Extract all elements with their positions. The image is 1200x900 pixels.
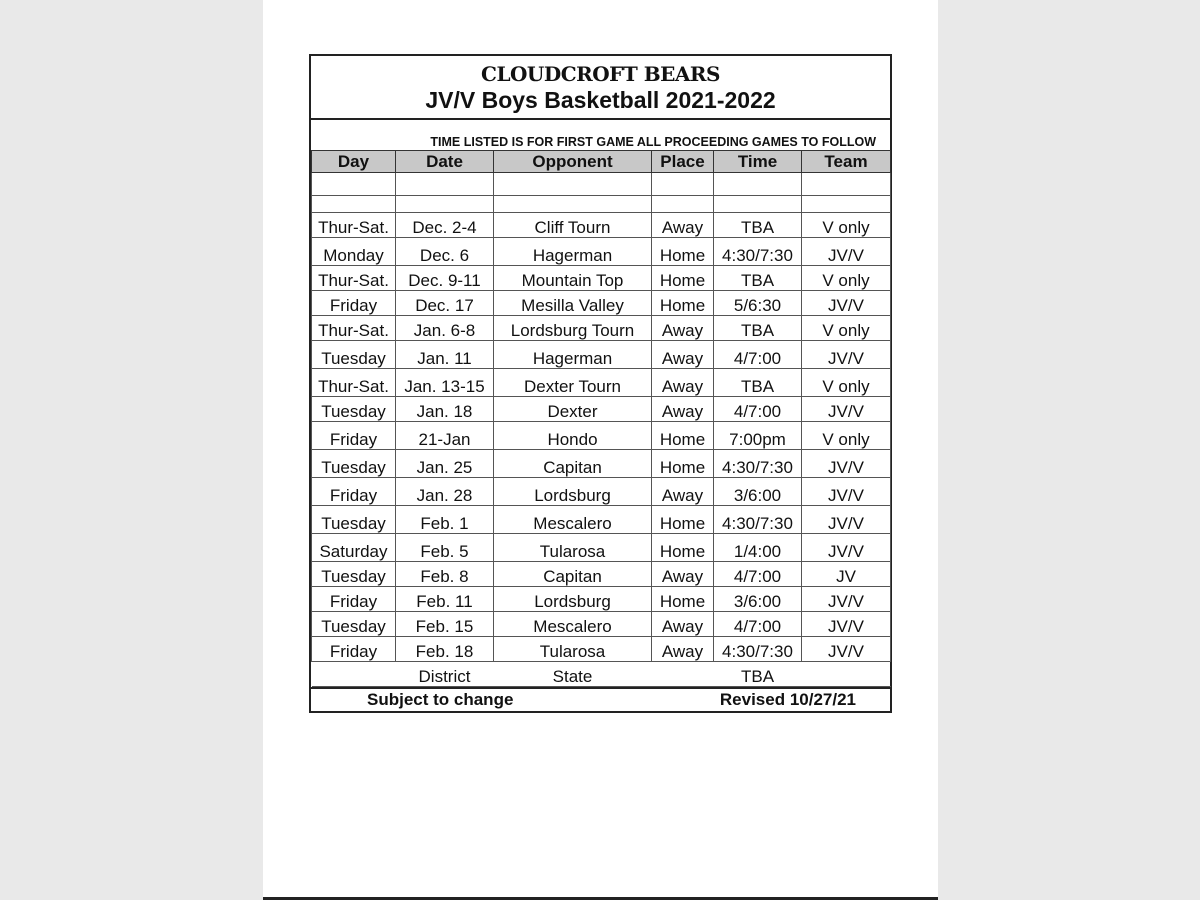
postseason-body bbox=[312, 662, 891, 687]
cell-time: 4:30/7:30 bbox=[714, 637, 802, 662]
postseason-row bbox=[312, 662, 891, 687]
cell-place: Away bbox=[652, 341, 714, 369]
cell-place: Away bbox=[652, 369, 714, 397]
cell-time: 4:30/7:30 bbox=[714, 506, 802, 534]
document-subtitle: JV/V Boys Basketball 2021-2022 bbox=[425, 87, 776, 113]
cell-place: Away bbox=[652, 213, 714, 238]
cell-date: Dec. 9-11 bbox=[396, 266, 494, 291]
postseason-date: District bbox=[396, 662, 494, 687]
cell-team: JV/V bbox=[802, 291, 891, 316]
cell-place: Home bbox=[652, 587, 714, 612]
cell-time: 4/7:00 bbox=[714, 397, 802, 422]
postseason-place bbox=[652, 662, 714, 687]
table-row bbox=[312, 637, 891, 662]
postseason-opponent: State bbox=[494, 662, 652, 687]
cell-day: Saturday bbox=[312, 534, 396, 562]
postseason-time: TBA bbox=[714, 662, 802, 687]
footer-subject-to-change: Subject to change bbox=[367, 690, 514, 709]
schedule-document bbox=[309, 54, 892, 713]
header-row bbox=[312, 151, 891, 173]
cell-team: JV/V bbox=[802, 612, 891, 637]
cell-opponent: Hondo bbox=[494, 422, 652, 450]
blank-row bbox=[312, 173, 891, 196]
col-header-team: Team bbox=[802, 151, 891, 173]
blank-cell bbox=[494, 173, 652, 196]
cell-team: V only bbox=[802, 422, 891, 450]
cell-time: 4/7:00 bbox=[714, 612, 802, 637]
cell-place: Away bbox=[652, 637, 714, 662]
postseason-team bbox=[802, 662, 891, 687]
cell-opponent: Lordsburg bbox=[494, 478, 652, 506]
cell-time: 4:30/7:30 bbox=[714, 238, 802, 266]
cell-opponent: Lordsburg bbox=[494, 587, 652, 612]
cell-day: Friday bbox=[312, 422, 396, 450]
cell-day: Friday bbox=[312, 587, 396, 612]
gap-cell bbox=[714, 196, 802, 213]
table-row bbox=[312, 213, 891, 238]
cell-team: JV/V bbox=[802, 637, 891, 662]
cell-opponent: Capitan bbox=[494, 562, 652, 587]
schedule-table bbox=[311, 150, 891, 687]
cell-time: 5/6:30 bbox=[714, 291, 802, 316]
postseason-day bbox=[312, 662, 396, 687]
cell-place: Away bbox=[652, 316, 714, 341]
cell-place: Home bbox=[652, 534, 714, 562]
gap-cell bbox=[494, 196, 652, 213]
cell-date: Feb. 18 bbox=[396, 637, 494, 662]
cell-opponent: Mountain Top bbox=[494, 266, 652, 291]
cell-day: Tuesday bbox=[312, 562, 396, 587]
cell-date: Jan. 25 bbox=[396, 450, 494, 478]
cell-day: Thur-Sat. bbox=[312, 316, 396, 341]
cell-time: 3/6:00 bbox=[714, 587, 802, 612]
table-row bbox=[312, 534, 891, 562]
blank-cell bbox=[396, 173, 494, 196]
cell-opponent: Tularosa bbox=[494, 534, 652, 562]
cell-team: V only bbox=[802, 266, 891, 291]
cell-date: Feb. 11 bbox=[396, 587, 494, 612]
cell-opponent: Dexter Tourn bbox=[494, 369, 652, 397]
cell-day: Tuesday bbox=[312, 506, 396, 534]
cell-team: JV bbox=[802, 562, 891, 587]
cell-date: Dec. 2-4 bbox=[396, 213, 494, 238]
cell-day: Friday bbox=[312, 478, 396, 506]
col-header-opponent: Opponent bbox=[494, 151, 652, 173]
cell-opponent: Hagerman bbox=[494, 238, 652, 266]
cell-opponent: Dexter bbox=[494, 397, 652, 422]
cell-place: Away bbox=[652, 397, 714, 422]
cell-date: Jan. 13-15 bbox=[396, 369, 494, 397]
cell-place: Away bbox=[652, 612, 714, 637]
cell-day: Thur-Sat. bbox=[312, 266, 396, 291]
blank-cell bbox=[802, 173, 891, 196]
cell-date: Feb. 15 bbox=[396, 612, 494, 637]
cell-date: Dec. 17 bbox=[396, 291, 494, 316]
table-row bbox=[312, 341, 891, 369]
cell-day: Thur-Sat. bbox=[312, 213, 396, 238]
gap-cell bbox=[396, 196, 494, 213]
cell-team: V only bbox=[802, 369, 891, 397]
table-row bbox=[312, 478, 891, 506]
gap-cell bbox=[802, 196, 891, 213]
col-header-time: Time bbox=[714, 151, 802, 173]
cell-date: Jan. 18 bbox=[396, 397, 494, 422]
table-row bbox=[312, 422, 891, 450]
cell-place: Home bbox=[652, 266, 714, 291]
table-row bbox=[312, 506, 891, 534]
cell-day: Tuesday bbox=[312, 341, 396, 369]
cell-place: Home bbox=[652, 450, 714, 478]
cell-team: JV/V bbox=[802, 506, 891, 534]
cell-time: 4/7:00 bbox=[714, 562, 802, 587]
cell-opponent: Mescalero bbox=[494, 612, 652, 637]
gap-row bbox=[312, 196, 891, 213]
cell-team: V only bbox=[802, 316, 891, 341]
schedule-body bbox=[312, 173, 891, 662]
cell-time: 1/4:00 bbox=[714, 534, 802, 562]
table-row bbox=[312, 266, 891, 291]
cell-day: Monday bbox=[312, 238, 396, 266]
footer bbox=[311, 687, 890, 711]
cell-place: Home bbox=[652, 422, 714, 450]
table-row bbox=[312, 291, 891, 316]
blank-cell bbox=[312, 173, 396, 196]
schedule-note: TIME LISTED IS FOR FIRST GAME ALL PROCEEDING GAMES TO FOLLOW bbox=[430, 135, 876, 149]
cell-opponent: Mescalero bbox=[494, 506, 652, 534]
cell-time: TBA bbox=[714, 369, 802, 397]
cell-date: Feb. 5 bbox=[396, 534, 494, 562]
gap-cell bbox=[312, 196, 396, 213]
col-header-date: Date bbox=[396, 151, 494, 173]
cell-day: Tuesday bbox=[312, 397, 396, 422]
table-row bbox=[312, 562, 891, 587]
cell-place: Home bbox=[652, 291, 714, 316]
cell-day: Friday bbox=[312, 637, 396, 662]
cell-team: JV/V bbox=[802, 534, 891, 562]
cell-team: JV/V bbox=[802, 238, 891, 266]
cell-opponent: Hagerman bbox=[494, 341, 652, 369]
table-row bbox=[312, 238, 891, 266]
table-row bbox=[312, 450, 891, 478]
cell-place: Away bbox=[652, 562, 714, 587]
cell-team: JV/V bbox=[802, 450, 891, 478]
cell-time: 7:00pm bbox=[714, 422, 802, 450]
title-block bbox=[311, 56, 890, 120]
footer-revised-date: Revised 10/27/21 bbox=[719, 690, 856, 709]
cell-date: Feb. 8 bbox=[396, 562, 494, 587]
blank-cell bbox=[714, 173, 802, 196]
table-row bbox=[312, 369, 891, 397]
cell-date: Feb. 1 bbox=[396, 506, 494, 534]
cell-day: Friday bbox=[312, 291, 396, 316]
cell-date: Jan. 11 bbox=[396, 341, 494, 369]
col-header-day: Day bbox=[312, 151, 396, 173]
cell-team: V only bbox=[802, 213, 891, 238]
gap-cell bbox=[652, 196, 714, 213]
blank-cell bbox=[652, 173, 714, 196]
cell-place: Home bbox=[652, 238, 714, 266]
cell-date: Jan. 6-8 bbox=[396, 316, 494, 341]
cell-day: Tuesday bbox=[312, 450, 396, 478]
cell-date: Dec. 6 bbox=[396, 238, 494, 266]
cell-team: JV/V bbox=[802, 397, 891, 422]
table-row bbox=[312, 587, 891, 612]
table-row bbox=[312, 397, 891, 422]
cell-time: TBA bbox=[714, 266, 802, 291]
cell-time: TBA bbox=[714, 213, 802, 238]
cell-team: JV/V bbox=[802, 478, 891, 506]
cell-date: Jan. 28 bbox=[396, 478, 494, 506]
cell-date: 21-Jan bbox=[396, 422, 494, 450]
document-title: CLOUDCROFT BEARS bbox=[481, 62, 720, 86]
table-row bbox=[312, 612, 891, 637]
cell-time: 4:30/7:30 bbox=[714, 450, 802, 478]
note-row bbox=[311, 120, 890, 150]
cell-team: JV/V bbox=[802, 341, 891, 369]
cell-place: Home bbox=[652, 506, 714, 534]
cell-day: Thur-Sat. bbox=[312, 369, 396, 397]
cell-opponent: Capitan bbox=[494, 450, 652, 478]
cell-place: Away bbox=[652, 478, 714, 506]
table-row bbox=[312, 316, 891, 341]
cell-time: TBA bbox=[714, 316, 802, 341]
cell-day: Tuesday bbox=[312, 612, 396, 637]
cell-time: 4/7:00 bbox=[714, 341, 802, 369]
cell-opponent: Tularosa bbox=[494, 637, 652, 662]
cell-opponent: Lordsburg Tourn bbox=[494, 316, 652, 341]
cell-time: 3/6:00 bbox=[714, 478, 802, 506]
cell-team: JV/V bbox=[802, 587, 891, 612]
cell-opponent: Mesilla Valley bbox=[494, 291, 652, 316]
col-header-place: Place bbox=[652, 151, 714, 173]
cell-opponent: Cliff Tourn bbox=[494, 213, 652, 238]
